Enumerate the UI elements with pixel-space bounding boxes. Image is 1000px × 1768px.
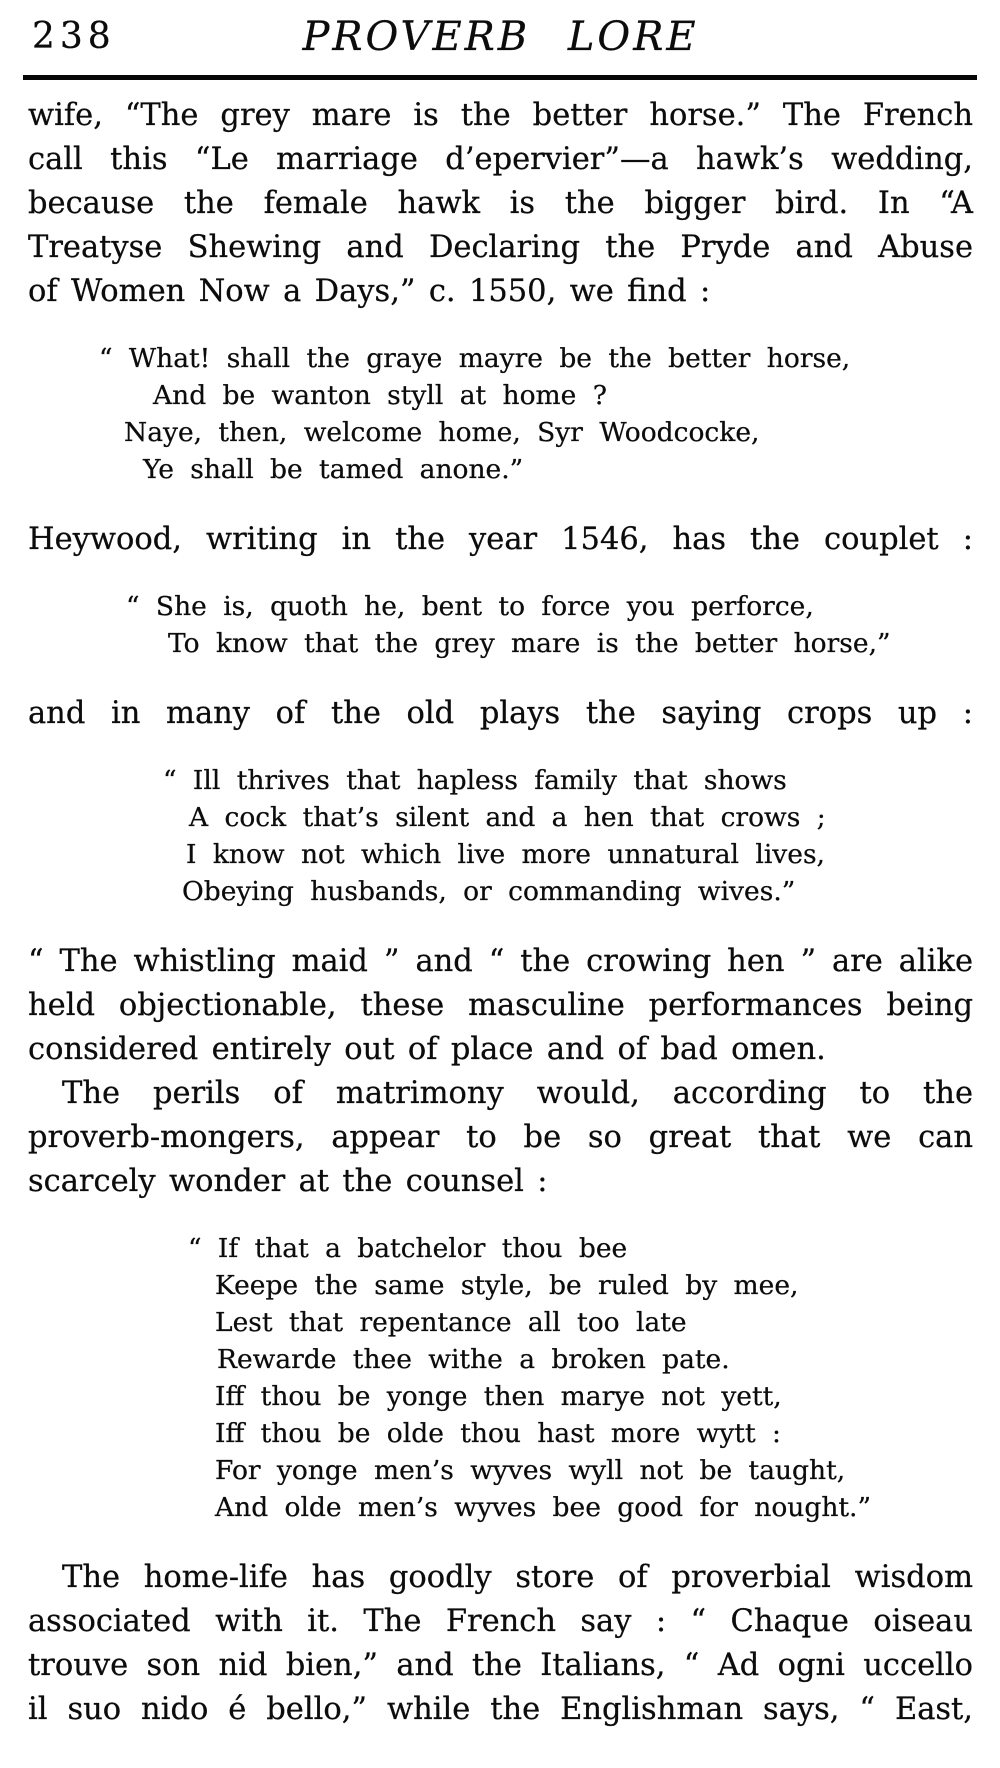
page-body <box>28 94 973 1732</box>
page-title: PROVERB LORE <box>302 14 699 60</box>
verse-quotation-5 <box>28 762 973 910</box>
running-head <box>28 10 973 68</box>
verse-line: Ye shall be tamed anone.” <box>143 454 524 485</box>
verse-line: “ Ill thrives that hapless family that shows <box>163 765 787 796</box>
verse-line: Keepe the same style, be ruled by mee, <box>215 1270 799 1301</box>
text-line: because the female hawk is the bigger bird. In “A <box>28 186 973 221</box>
verse-line: Naye, then, welcome home, Syr Woodcocke, <box>124 417 760 448</box>
verse-quotation-8 <box>28 1230 973 1526</box>
text-line: trouve son nid bien,” and the Italians, “ Ad ogni uccello <box>28 1648 973 1683</box>
header-rule <box>23 75 977 80</box>
verse-line: “ What! shall the graye mayre be the better horse, <box>99 343 851 374</box>
text-line: of Women Now a Days,” c. 1550, we find : <box>28 274 711 309</box>
text-line: scarcely wonder at the counsel : <box>28 1164 548 1199</box>
verse-line: Iff thou be olde thou hast more wytt : <box>215 1418 781 1449</box>
text-line: “ The whistling maid ” and “ the crowing hen ” are alike <box>28 944 973 979</box>
paragraph-4 <box>28 692 973 736</box>
verse-line: To know that the grey mare is the better horse,” <box>168 628 891 659</box>
text-line: proverb-mongers, appear to be so great that we can <box>28 1120 973 1155</box>
verse-line: And olde men’s wyves bee good for nought.” <box>215 1492 872 1523</box>
page-number: 238 <box>32 16 116 57</box>
text-line: il suo nido é bello,” while the Englishman says, “ East, <box>28 1692 973 1727</box>
verse-line: Iff thou be yonge then marye not yett, <box>215 1381 782 1412</box>
text-line: wife, “The grey mare is the better horse.” The French <box>28 98 973 133</box>
text-line: and in many of the old plays the saying crops up : <box>28 696 973 731</box>
verse-line: A cock that’s silent and a hen that crows ; <box>189 802 826 833</box>
paragraph-7 <box>28 1072 973 1204</box>
text-line: call this “Le marriage d’epervier”—a hawk’s wedding, <box>28 142 973 177</box>
text-line: considered entirely out of place and of bad omen. <box>28 1032 826 1067</box>
verse-line: “ She is, quoth he, bent to force you perforce, <box>126 591 814 622</box>
verse-line: Obeying husbands, or commanding wives.” <box>182 876 796 907</box>
text-line: The perils of matrimony would, according to the <box>62 1076 973 1111</box>
text-line: associated with it. The French say : “ Chaque oiseau <box>28 1604 973 1639</box>
paragraph-0 <box>28 94 973 314</box>
verse-line: And be wanton styll at home ? <box>153 380 607 411</box>
paragraph-2 <box>28 518 973 562</box>
paragraph-9 <box>28 1556 973 1732</box>
verse-line: “ If that a batchelor thou bee <box>188 1233 628 1264</box>
text-line: The home-life has goodly store of proverbial wisdom <box>62 1560 973 1595</box>
verse-quotation-3 <box>28 588 973 662</box>
verse-line: For yonge men’s wyves wyll not be taught, <box>215 1455 846 1486</box>
verse-line: Lest that repentance all too late <box>215 1307 687 1338</box>
verse-quotation-1 <box>28 340 973 488</box>
text-line: Treatyse Shewing and Declaring the Pryde and Abuse <box>28 230 973 265</box>
text-line: Heywood, writing in the year 1546, has the couplet : <box>28 522 973 557</box>
verse-line: Rewarde thee withe a broken pate. <box>217 1344 730 1375</box>
paragraph-6 <box>28 940 973 1072</box>
verse-line: I know not which live more unnatural lives, <box>186 839 825 870</box>
text-line: held objectionable, these masculine performances being <box>28 988 973 1023</box>
